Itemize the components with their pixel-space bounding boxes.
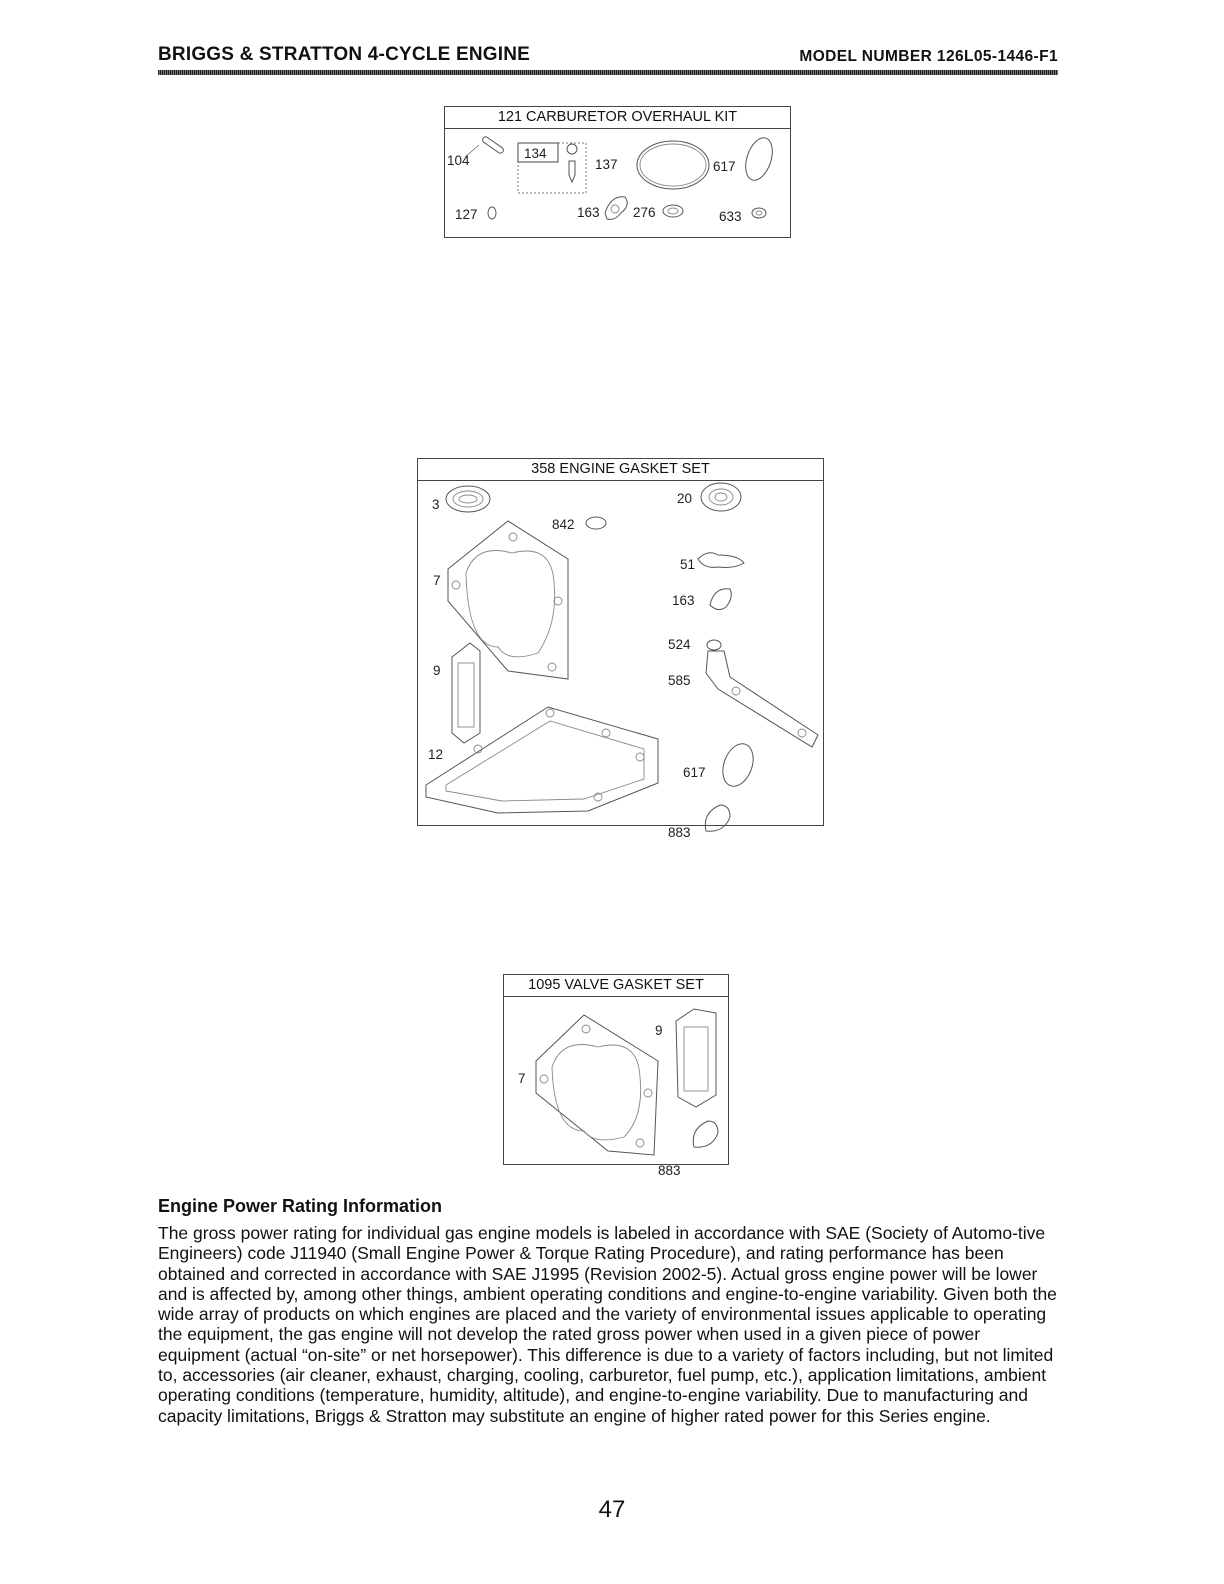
part-label: 7 [518,1071,526,1086]
part-label: 9 [433,663,441,678]
carb-gasket-icon [710,589,731,610]
part-label: 20 [677,491,693,506]
header-divider [158,70,1058,75]
ring-icon [586,517,606,529]
part-label: 134 [524,146,547,161]
valve-cover-gasket-icon [452,643,480,743]
part-label: 9 [655,1023,663,1038]
oil-seal-icon [701,483,741,511]
engine-gasket-diagram [418,481,823,840]
valve-gasket-diagram [504,997,728,1178]
page-header [158,44,1058,80]
washer-icon [707,640,721,650]
kit-title: 1095 VALVE GASKET SET [504,975,728,997]
page-number: 47 [598,1496,626,1523]
intake-gasket-icon [698,553,744,568]
washer-icon [663,205,683,217]
seal-icon [752,208,766,218]
carb-gasket-icon [605,197,627,220]
power-rating-paragraph: The gross power rating for individual gas engine models is labeled in accordance with SAE (Society of Automo-tive Engineers) code J11940 (Small Engine Power & Torque Rating Procedure), and rating performance has been obtained and corrected in accordance with SAE J1995 (Revision 2002-5). Actual gross engine power will be lower and is affected by, among other things, ambient operating conditions and engine-to-engine variability. Given both the wide array of products on which engines are placed and the variety of environmental issues applicable to operating the equipment, the gas engine will not develop the rated gross power when used in a given piece of power equipment (actual “on-site” or net horsepower). This difference is due to a variety of factors including, but not limited to, accessories (air cleaner, exhaust, charging, cooling, carburetor, fuel pump, etc.), application limitations, ambient operating conditions (temperature, humidity, altitude), and engine-to-engine variability. Due to manufacturing and capacity limitations, Briggs & Stratton may substitute an engine of higher rated power for this Series engine. [158,1223,1057,1426]
part-label: 276 [633,205,656,220]
crankcase-gasket-icon [426,707,658,813]
part-label: 617 [683,765,706,780]
valve-gasket-set-box [503,974,729,1178]
engine-gasket-set-box [417,458,824,840]
part-label: 163 [672,593,695,608]
part-label: 12 [428,747,444,762]
pin-part-icon [465,136,505,157]
part-label: 137 [595,157,618,172]
carburetor-kit-diagram [445,129,790,237]
part-label: 633 [719,209,742,224]
valve-cover-gasket-icon [676,1009,716,1107]
kit-title: 121 CARBURETOR OVERHAUL KIT [445,107,790,129]
exhaust-gasket-icon [706,651,818,747]
part-label: 585 [668,673,691,688]
o-ring-icon [717,740,758,791]
bowl-gasket-icon [637,141,709,189]
oil-seal-icon [446,486,490,512]
part-label: 617 [713,159,736,174]
section-heading: Engine Power Rating Information [158,1196,443,1216]
part-label: 104 [447,153,470,168]
document-title: BRIGGS & STRATTON 4-CYCLE ENGINE [158,44,531,65]
kit-title: 358 ENGINE GASKET SET [418,459,823,481]
o-ring-icon [741,134,777,183]
washer-icon [488,207,496,219]
carburetor-overhaul-kit-box [444,106,791,238]
part-label: 524 [668,637,691,652]
head-gasket-icon [448,521,568,679]
part-label: 842 [552,517,575,532]
part-label: 163 [577,205,600,220]
small-gasket-icon [705,805,730,831]
inlet-needle-icon [567,144,577,182]
part-label: 883 [668,825,691,840]
model-number: MODEL NUMBER 126L05-1446-F1 [799,48,1058,65]
part-label: 51 [680,557,696,572]
part-label: 7 [433,573,441,588]
part-label: 883 [658,1163,681,1178]
head-gasket-icon [536,1015,658,1155]
part-label: 127 [455,207,478,222]
small-gasket-icon [693,1121,718,1147]
part-label: 3 [432,497,440,512]
